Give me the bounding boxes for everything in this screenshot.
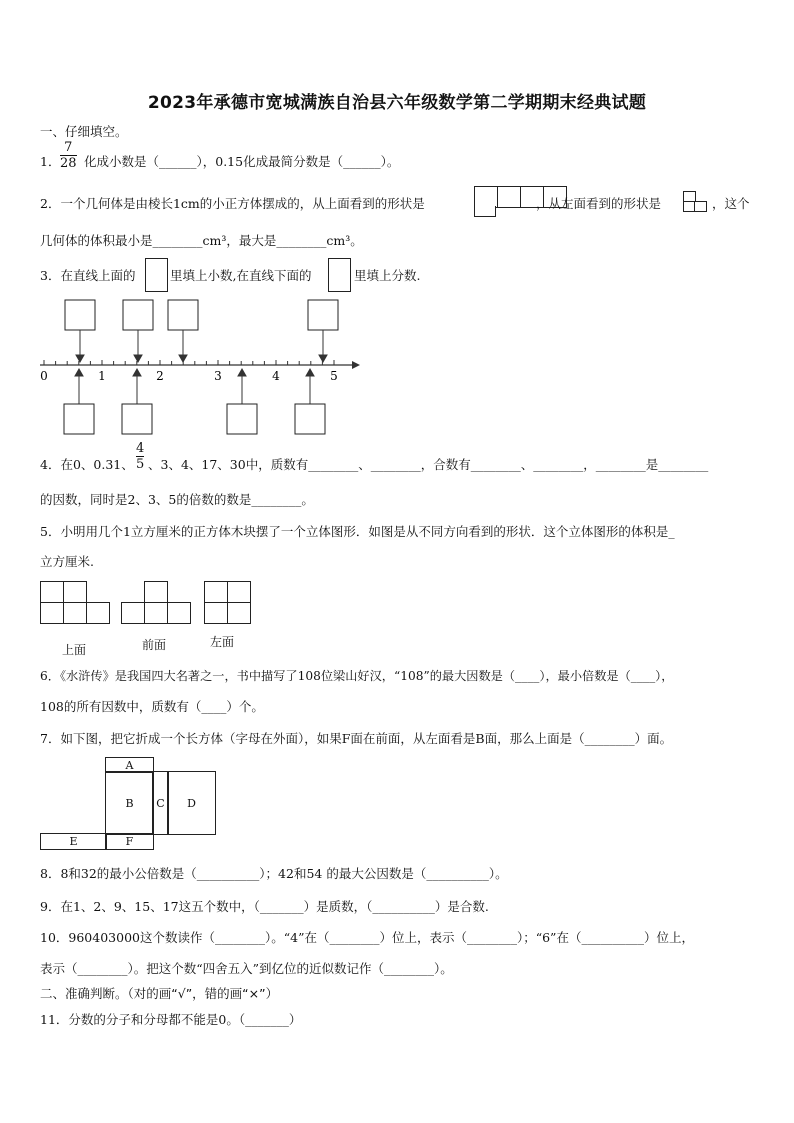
q3-text-c: 里填上分数. — [354, 268, 421, 283]
q3-example-box-upper — [145, 258, 168, 292]
q7-face-d: D — [167, 771, 216, 835]
q1-text: 化成小数是（______），0.15化成最简分数是（______）。 — [84, 154, 400, 169]
section-1-heading: 一、仔细填空。 — [40, 124, 128, 139]
q3-tick-label: 4 — [272, 369, 280, 383]
q3-lower-box-4[interactable] — [295, 404, 325, 434]
q5-caption-front: 前面 — [142, 638, 167, 652]
q10-text-line1: 10．960403000这个数读作（________）。“4”在（________）位上，表示（________）；“6”在（__________）位上， — [40, 930, 694, 945]
q3-number-line — [30, 296, 370, 442]
q4-text-a: 4．在0、0.31、 — [40, 457, 134, 472]
q1-fraction-den: 28 — [60, 156, 77, 171]
q3-lower-box-1[interactable] — [64, 404, 94, 434]
q1-fraction-num: 7 — [64, 140, 73, 155]
q4-text-line2: 的因数，同时是2、3、5的倍数的数是________。 — [40, 492, 314, 507]
q4-fraction — [136, 441, 144, 472]
q3-tick-label: 5 — [330, 369, 338, 383]
q2-text-c: ，这个 — [712, 196, 750, 211]
q6-text-line2: 108的所有因数中，质数有（____）个。 — [40, 699, 264, 714]
q5-left-view — [204, 581, 251, 624]
q2-text-b: ，从左面看到的形状是 — [536, 196, 662, 211]
q3-lower-boxes — [64, 404, 325, 434]
q1-fraction — [60, 140, 77, 171]
q9-text: 9．在1、2、9、15、17这五个数中，（_______）是质数，（__________）是合数. — [40, 899, 489, 914]
q5-top-view — [40, 581, 110, 624]
q3-example-box-lower — [328, 258, 351, 292]
q5-caption-top: 上面 — [62, 643, 87, 657]
q3-tick-label: 2 — [156, 369, 164, 383]
q1-number: 1． — [40, 154, 61, 169]
q3-text-b: 里填上小数,在直线下面的 — [170, 268, 312, 283]
q4-fraction-num: 4 — [136, 441, 145, 456]
q2-text-line2: 几何体的体积最小是________cm³，最大是________cm³。 — [40, 233, 363, 248]
q8-text: 8．8和32的最小公倍数是（__________）；42和54 的最大公因数是（__________）。 — [40, 866, 508, 881]
q3-upper-boxes — [65, 300, 338, 330]
q3-tick-label: 3 — [214, 369, 222, 383]
q4-fraction-den: 5 — [136, 457, 145, 472]
q5-text-line1: 5．小明用几个1立方厘米的正方体木块摆了一个立体图形．如图是从不同方向看到的形状．这个立体图形的体积是_ — [40, 524, 675, 539]
q3-lower-box-3[interactable] — [227, 404, 257, 434]
q6-text-line1: 6．《水浒传》是我国四大名著之一，书中描写了108位梁山好汉，“108”的最大因数是（____），最小倍数是（____）， — [40, 669, 674, 683]
q3-tick-label: 0 — [40, 369, 48, 383]
q4-text-b: 、3、4、17、30中，质数有________、________，合数有________、________，________是________ — [148, 457, 709, 472]
q3-down-arrows — [76, 330, 327, 362]
q3-upper-box-2[interactable] — [123, 300, 153, 330]
q5-caption-left: 左面 — [210, 635, 235, 649]
q3-tick-label: 1 — [98, 369, 106, 383]
q5-text-line2: 立方厘米. — [40, 554, 94, 569]
q3-upper-box-1[interactable] — [65, 300, 95, 330]
section-2-heading: 二、准确判断。（对的画“√”，错的画“×”） — [40, 986, 279, 1001]
q7-face-c: C — [152, 771, 169, 835]
page-title: 2023年承德市宽城满族自治县六年级数学第二学期期末经典试题 — [147, 93, 647, 113]
q7-face-a: A — [105, 757, 154, 773]
q2-top-view-extra-cell — [474, 206, 496, 217]
q3-upper-box-4[interactable] — [308, 300, 338, 330]
q2-left-view-cell-right — [694, 201, 707, 212]
q3-lower-box-2[interactable] — [122, 404, 152, 434]
q2-text-a: 2．一个几何体是由棱长1cm的小正方体摆成的，从上面看到的形状是 — [40, 196, 425, 211]
q7-face-e: E — [40, 833, 107, 850]
q10-text-line2: 表示（________）。把这个数“四舍五入”到亿位的近似数记作（________）。 — [40, 961, 453, 976]
q11-text: 11．分数的分子和分母都不能是0。（_______） — [40, 1012, 302, 1027]
axis-arrow-icon — [352, 361, 360, 369]
q7-text: 7．如下图，把它折成一个长方体（字母在外面），如果F面在前面，从左面看是B面，那么上面是（________）面。 — [40, 731, 673, 746]
q7-face-f: F — [105, 833, 154, 850]
q5-front-view — [121, 581, 191, 624]
q3-text-a: 3．在直线上面的 — [40, 268, 136, 283]
q3-upper-box-3[interactable] — [168, 300, 198, 330]
q7-face-b: B — [105, 771, 154, 835]
